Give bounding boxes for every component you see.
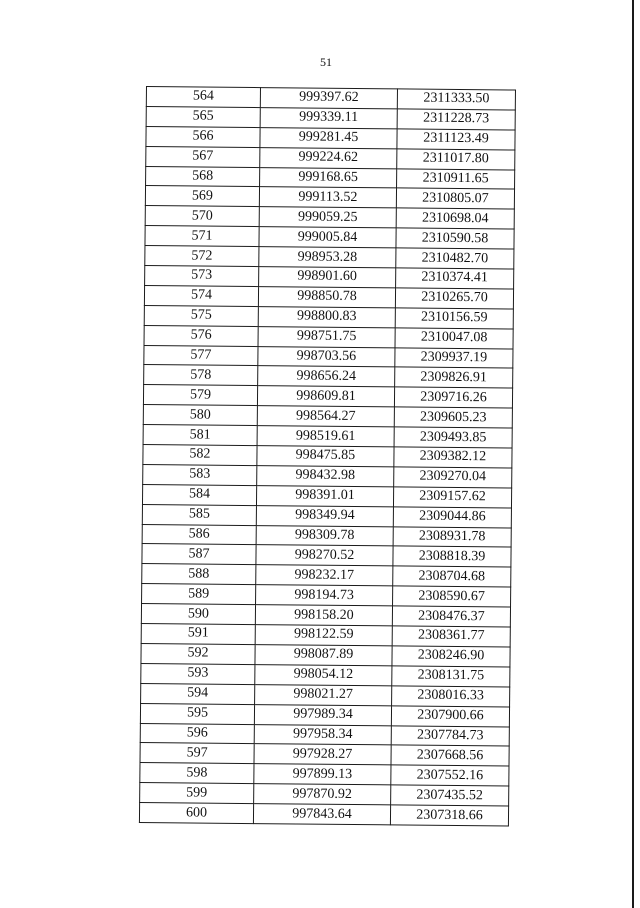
y-coordinate-cell: 2311333.50: [397, 89, 515, 110]
x-coordinate-cell: 998850.78: [258, 286, 395, 307]
x-coordinate-cell: 998349.94: [256, 505, 393, 526]
point-number-cell: 572: [145, 246, 259, 267]
y-coordinate-cell: 2307552.16: [391, 765, 509, 786]
x-coordinate-cell: 998021.27: [255, 684, 392, 705]
x-coordinate-cell: 999397.62: [260, 88, 397, 109]
y-coordinate-cell: 2309826.91: [395, 367, 513, 388]
page-number: 51: [320, 55, 332, 69]
y-coordinate-cell: 2310590.58: [396, 228, 514, 249]
point-number-cell: 580: [143, 405, 257, 426]
point-number-cell: 583: [143, 464, 257, 485]
point-number-cell: 595: [140, 703, 254, 724]
y-coordinate-cell: 2308016.33: [392, 686, 510, 707]
x-coordinate-cell: 999005.84: [259, 227, 396, 248]
y-coordinate-cell: 2309937.19: [395, 347, 513, 368]
y-coordinate-cell: 2310265.70: [395, 288, 513, 309]
y-coordinate-cell: 2308476.37: [392, 606, 510, 627]
x-coordinate-cell: 998391.01: [256, 485, 393, 506]
y-coordinate-cell: 2308590.67: [393, 586, 511, 607]
point-number-cell: 576: [144, 325, 258, 346]
point-number-cell: 581: [143, 425, 257, 446]
y-coordinate-cell: 2307900.66: [391, 705, 509, 726]
y-coordinate-cell: 2308246.90: [392, 646, 510, 667]
x-coordinate-cell: 999113.52: [259, 187, 396, 208]
point-number-cell: 592: [141, 643, 255, 664]
point-number-cell: 566: [146, 126, 260, 147]
x-coordinate-cell: 998519.61: [257, 426, 394, 447]
point-number-cell: 584: [142, 484, 256, 505]
y-coordinate-cell: 2307784.73: [391, 725, 509, 746]
point-number-cell: 598: [140, 763, 254, 784]
y-coordinate-cell: 2309716.26: [394, 387, 512, 408]
x-coordinate-cell: 997928.27: [254, 744, 391, 765]
x-coordinate-cell: 997843.64: [253, 804, 390, 825]
y-coordinate-cell: 2308361.77: [392, 626, 510, 647]
x-coordinate-cell: 998953.28: [259, 247, 396, 268]
point-number-cell: 579: [143, 385, 257, 406]
point-number-cell: 591: [141, 624, 255, 645]
y-coordinate-cell: 2309605.23: [394, 407, 512, 428]
x-coordinate-cell: 998564.27: [257, 406, 394, 427]
point-number-cell: 577: [144, 345, 258, 366]
y-coordinate-cell: 2307435.52: [391, 785, 509, 806]
y-coordinate-cell: 2310047.08: [395, 328, 513, 349]
x-coordinate-cell: 998194.73: [256, 585, 393, 606]
x-coordinate-cell: 998232.17: [256, 565, 393, 586]
x-coordinate-cell: 998475.85: [257, 446, 394, 467]
point-number-cell: 569: [145, 186, 259, 207]
y-coordinate-cell: 2309044.86: [393, 507, 511, 528]
x-coordinate-cell: 999059.25: [259, 207, 396, 228]
x-coordinate-cell: 998309.78: [256, 525, 393, 546]
point-number-cell: 600: [139, 803, 253, 824]
x-coordinate-cell: 998122.59: [255, 625, 392, 646]
coordinate-table: [139, 86, 516, 826]
point-number-cell: 588: [142, 564, 256, 585]
point-number-cell: 585: [142, 504, 256, 525]
y-coordinate-cell: 2308818.39: [393, 546, 511, 567]
y-coordinate-cell: 2311123.49: [397, 129, 515, 150]
x-coordinate-cell: 997870.92: [254, 784, 391, 805]
x-coordinate-cell: 997958.34: [254, 724, 391, 745]
x-coordinate-cell: 998703.56: [258, 346, 395, 367]
point-number-cell: 570: [145, 206, 259, 227]
x-coordinate-cell: 998609.81: [257, 386, 394, 407]
y-coordinate-cell: 2308704.68: [393, 566, 511, 587]
x-coordinate-cell: 998901.60: [259, 267, 396, 288]
point-number-cell: 573: [145, 266, 259, 287]
x-coordinate-cell: 999224.62: [260, 147, 397, 168]
y-coordinate-cell: 2309157.62: [393, 487, 511, 508]
x-coordinate-cell: 997899.13: [254, 764, 391, 785]
point-number-cell: 599: [140, 783, 254, 804]
point-number-cell: 578: [144, 365, 258, 386]
point-number-cell: 571: [145, 226, 259, 247]
x-coordinate-cell: 999281.45: [260, 127, 397, 148]
coordinate-table-container: [139, 86, 512, 826]
y-coordinate-cell: 2311228.73: [397, 109, 515, 130]
y-coordinate-cell: 2310805.07: [396, 188, 514, 209]
y-coordinate-cell: 2310482.70: [396, 248, 514, 269]
y-coordinate-cell: 2310911.65: [397, 168, 515, 189]
point-number-cell: 596: [140, 723, 254, 744]
point-number-cell: 586: [142, 524, 256, 545]
point-number-cell: 564: [146, 87, 260, 108]
y-coordinate-cell: 2310698.04: [396, 208, 514, 229]
table-row: [139, 803, 508, 826]
x-coordinate-cell: 999339.11: [260, 107, 397, 128]
x-coordinate-cell: 998054.12: [255, 664, 392, 685]
point-number-cell: 587: [142, 544, 256, 565]
x-coordinate-cell: 998270.52: [256, 545, 393, 566]
x-coordinate-cell: 998751.75: [258, 326, 395, 347]
y-coordinate-cell: 2308931.78: [393, 526, 511, 547]
x-coordinate-cell: 998656.24: [258, 366, 395, 387]
point-number-cell: 597: [140, 743, 254, 764]
y-coordinate-cell: 2310156.59: [395, 308, 513, 329]
y-coordinate-cell: 2308131.75: [392, 666, 510, 687]
point-number-cell: 574: [144, 285, 258, 306]
point-number-cell: 568: [146, 166, 260, 187]
x-coordinate-cell: 997989.34: [254, 704, 391, 725]
y-coordinate-cell: 2310374.41: [396, 268, 514, 289]
x-coordinate-cell: 998800.83: [258, 306, 395, 327]
point-number-cell: 593: [141, 663, 255, 684]
point-number-cell: 582: [143, 445, 257, 466]
y-coordinate-cell: 2307668.56: [391, 745, 509, 766]
coordinate-table-body: [139, 87, 515, 826]
y-coordinate-cell: 2307318.66: [390, 805, 508, 826]
x-coordinate-cell: 998158.20: [255, 605, 392, 626]
y-coordinate-cell: 2311017.80: [397, 149, 515, 170]
point-number-cell: 590: [141, 604, 255, 625]
point-number-cell: 594: [141, 683, 255, 704]
y-coordinate-cell: 2309382.12: [394, 447, 512, 468]
x-coordinate-cell: 999168.65: [260, 167, 397, 188]
point-number-cell: 565: [146, 106, 260, 127]
page-edge-line: [632, 0, 634, 908]
x-coordinate-cell: 998087.89: [255, 645, 392, 666]
y-coordinate-cell: 2309270.04: [394, 467, 512, 488]
y-coordinate-cell: 2309493.85: [394, 427, 512, 448]
point-number-cell: 575: [144, 305, 258, 326]
point-number-cell: 589: [142, 584, 256, 605]
x-coordinate-cell: 998432.98: [257, 466, 394, 487]
point-number-cell: 567: [146, 146, 260, 167]
